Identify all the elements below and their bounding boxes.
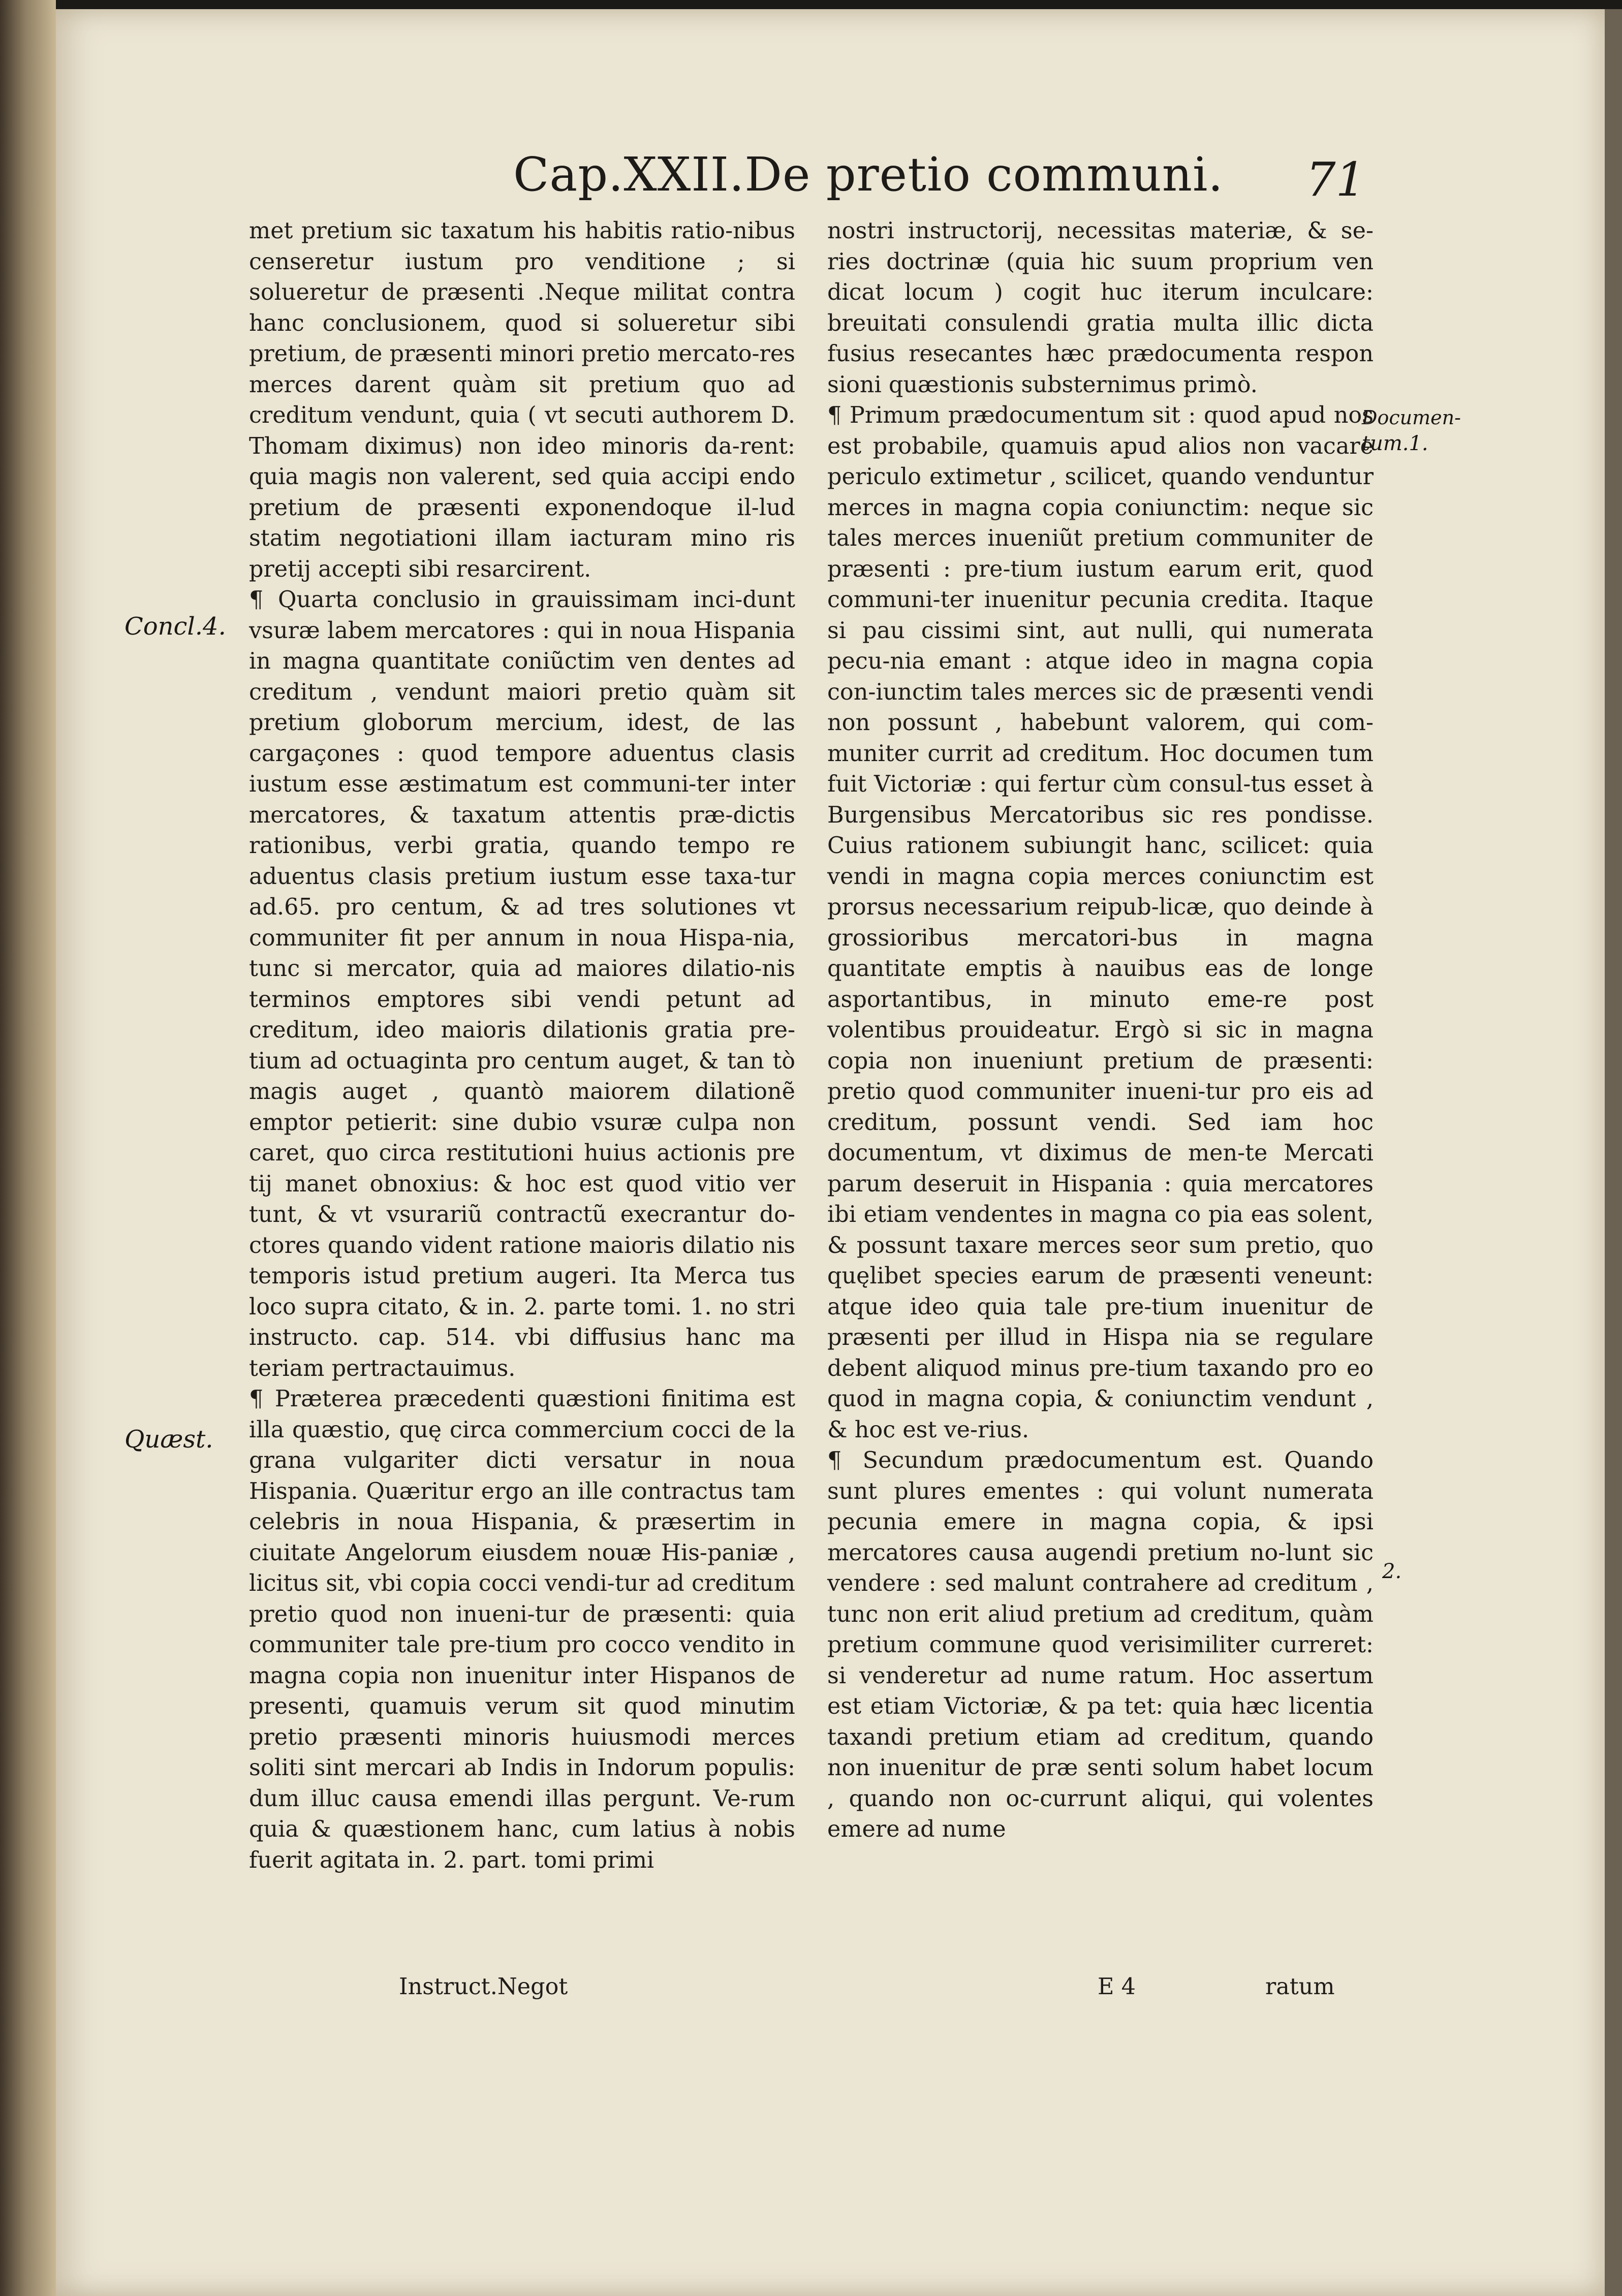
folio-number: 71 — [1306, 152, 1366, 207]
margin-note-document-b: tum.1. — [1362, 432, 1428, 455]
catchword-left: Instruct.Negot — [399, 1974, 568, 2000]
right-paragraph: ¶ Secundum prædocumentum est. Quando sunt plures ementes : qui volunt numerata pecunia emere in magna copia, & ipsi mercatores causa augendi pretium no-lunt sic vendere : sed malunt contrahere ad creditum , tunc non erit aliud pretium ad creditum, quàm pretium commune quod verisimiliter curreret: si venderetur ad nume ratum. Hoc assertum est etiam Victoriæ, & pa tet: quia hæc licentia taxandi pretium etiam ad creditum, quando non inuenitur de præ senti solum habet locum , quando non oc-currunt aliqui, qui volentes emere ad nume — [827, 1448, 1374, 1842]
left-paragraph: met pretium sic taxatum his habitis ratio-nibus censeretur iustum pro venditione ; si solueretur de præsenti .Neque militat contra hanc conclusionem, quod si solueretur sibi pretium, de præsenti minori pretio mercato-res merces darent quàm sit pretium quo ad creditum vendunt, quia ( vt secuti authorem D. Thomam diximus) non ideo minoris da-rent: quia magis non valerent, sed quia accipi endo pretium de præsenti exponendoque il-lud statim negotiationi illam iacturam mino ris pretij accepti sibi resarcirent. — [249, 218, 795, 582]
right-column — [827, 216, 1374, 1845]
catchword-right: ratum — [1265, 1974, 1335, 2000]
left-paragraph: ¶ Præterea præcedenti quæstioni finitima est illa quæstio, quę circa commercium cocci de la grana vulgariter dicti versatur in noua Hispania. Quæritur ergo an ille contractus tam celebris in noua Hispania, & præsertim in ciuitate Angelorum eiusdem nouæ His-paniæ , licitus sit, vbi copia cocci vendi-tur ad creditum pretio quod non inueni-tur de præsenti: quia communiter tale pre-tium pro cocco vendito in magna copia non inuenitur inter Hispanos de presenti, quamuis verum sit quod minutim pretio præsenti minoris huiusmodi merces soliti sint mercari ab Indis in Indorum populis: dum illuc causa emendi illas pergunt. Ve-rum quia & quæstionem hanc, cum latius à nobis fuerit agitata in. 2. part. tomi primi — [249, 1386, 795, 1873]
right-paragraph: ¶ Primum prædocumentum sit : quod apud nos est probabile, quamuis apud alios non vacare periculo extimetur , scilicet, quando venduntur merces in magna copia coniunctim: neque sic tales merces inueniũt pretium communiter de præsenti : pre-tium iustum earum erit, quod communi-ter inuenitur pecunia credita. Itaque si pau cissimi sint, aut nulli, qui numerata pecu-nia emant : atque ideo in magna copia con-iunctim tales merces sic de præsenti vendi non possunt , habebunt valorem, qui com-muniter currit ad creditum. Hoc documen tum fuit Victoriæ : qui fertur cùm consul-tus esset à Burgensibus Mercatoribus sic res pondisse. Cuius rationem subiungit hanc, scilicet: quia vendi in magna copia merces coniunctim est prorsus necessarium reipub-licæ, quo deinde à grossioribus mercatori-bus in magna quantitate emptis à nauibus eas de longe asportantibus, in minuto eme-re post volentibus prouideatur. Ergò si sic in magna copia non inueniunt pretium de præsenti: pretio quod communiter inueni-tur pro eis ad creditum, possunt vendi. Sed iam hoc documentum, vt diximus de men-te Mercati parum deseruit in Hispania : quia mercatores ibi etiam vendentes in magna co pia eas solent, & possunt taxare merces seor sum pretio, quo quęlibet species earum de præsenti veneunt: atque ideo quia tale pre-tium inuenitur de præsenti per illud in Hispa nia se regulare debent aliquod minus pre-tium taxando pro eo quod in magna copia, & coniunctim vendunt , & hoc est ve-rius. — [827, 402, 1374, 1443]
running-head: Cap.XXII.De pretio communi. — [513, 147, 1224, 202]
margin-note-question: Quæst. — [124, 1425, 213, 1454]
right-paragraph: nostri instructorij, necessitas materiæ, & se-ries doctrinæ (quia hic suum proprium ven dicat locum ) cogit huc iterum inculcare: breuitati consulendi gratia multa illic dicta fusius resecantes hæc prædocumenta respon sioni quæstionis substernimus primò. — [827, 218, 1374, 398]
signature-mark: E 4 — [1098, 1974, 1136, 2000]
left-column — [249, 216, 795, 1876]
left-paragraph: ¶ Quarta conclusio in grauissimam inci-dunt vsuræ labem mercatores : qui in noua Hispania in magna quantitate coniũctim ven dentes ad creditum , vendunt maiori pretio quàm sit pretium globorum mercium, idest, de las cargaçones : quod tempore aduentus clasis iustum esse æstimatum est communi-ter inter mercatores, & taxatum attentis præ-dictis rationibus, verbi gratia, quando tempo re aduentus clasis pretium iustum esse taxa-tur ad.65. pro centum, & ad tres solutiones vt communiter fit per annum in noua Hispa-nia, tunc si mercator, quia ad maiores dilatio-nis terminos emptores sibi vendi petunt ad creditum, ideo maioris dilationis gratia pre-tium ad octuaginta pro centum auget, & tan tò magis auget , quantò maiorem dilationẽ emptor petierit: sine dubio vsuræ culpa non caret, quo circa restitutioni huius actionis pre tij manet obnoxius: & hoc est quod vitio ver tunt, & vt vsurariũ contractũ execrantur do-ctores quando vident ratione maioris dilatio nis temporis istud pretium augeri. Ita Merca tus loco supra citato, & in. 2. parte tomi. 1. no stri instructo. cap. 514. vbi diffusius hanc ma teriam pertractauimus. — [249, 587, 795, 1381]
book-spine — [0, 0, 56, 2296]
top-edge — [0, 0, 1622, 9]
margin-note-document-a: Documen- — [1362, 406, 1461, 429]
margin-note-number-2: 2. — [1382, 1560, 1402, 1583]
margin-note-conclusion: Concl.4. — [124, 612, 226, 641]
